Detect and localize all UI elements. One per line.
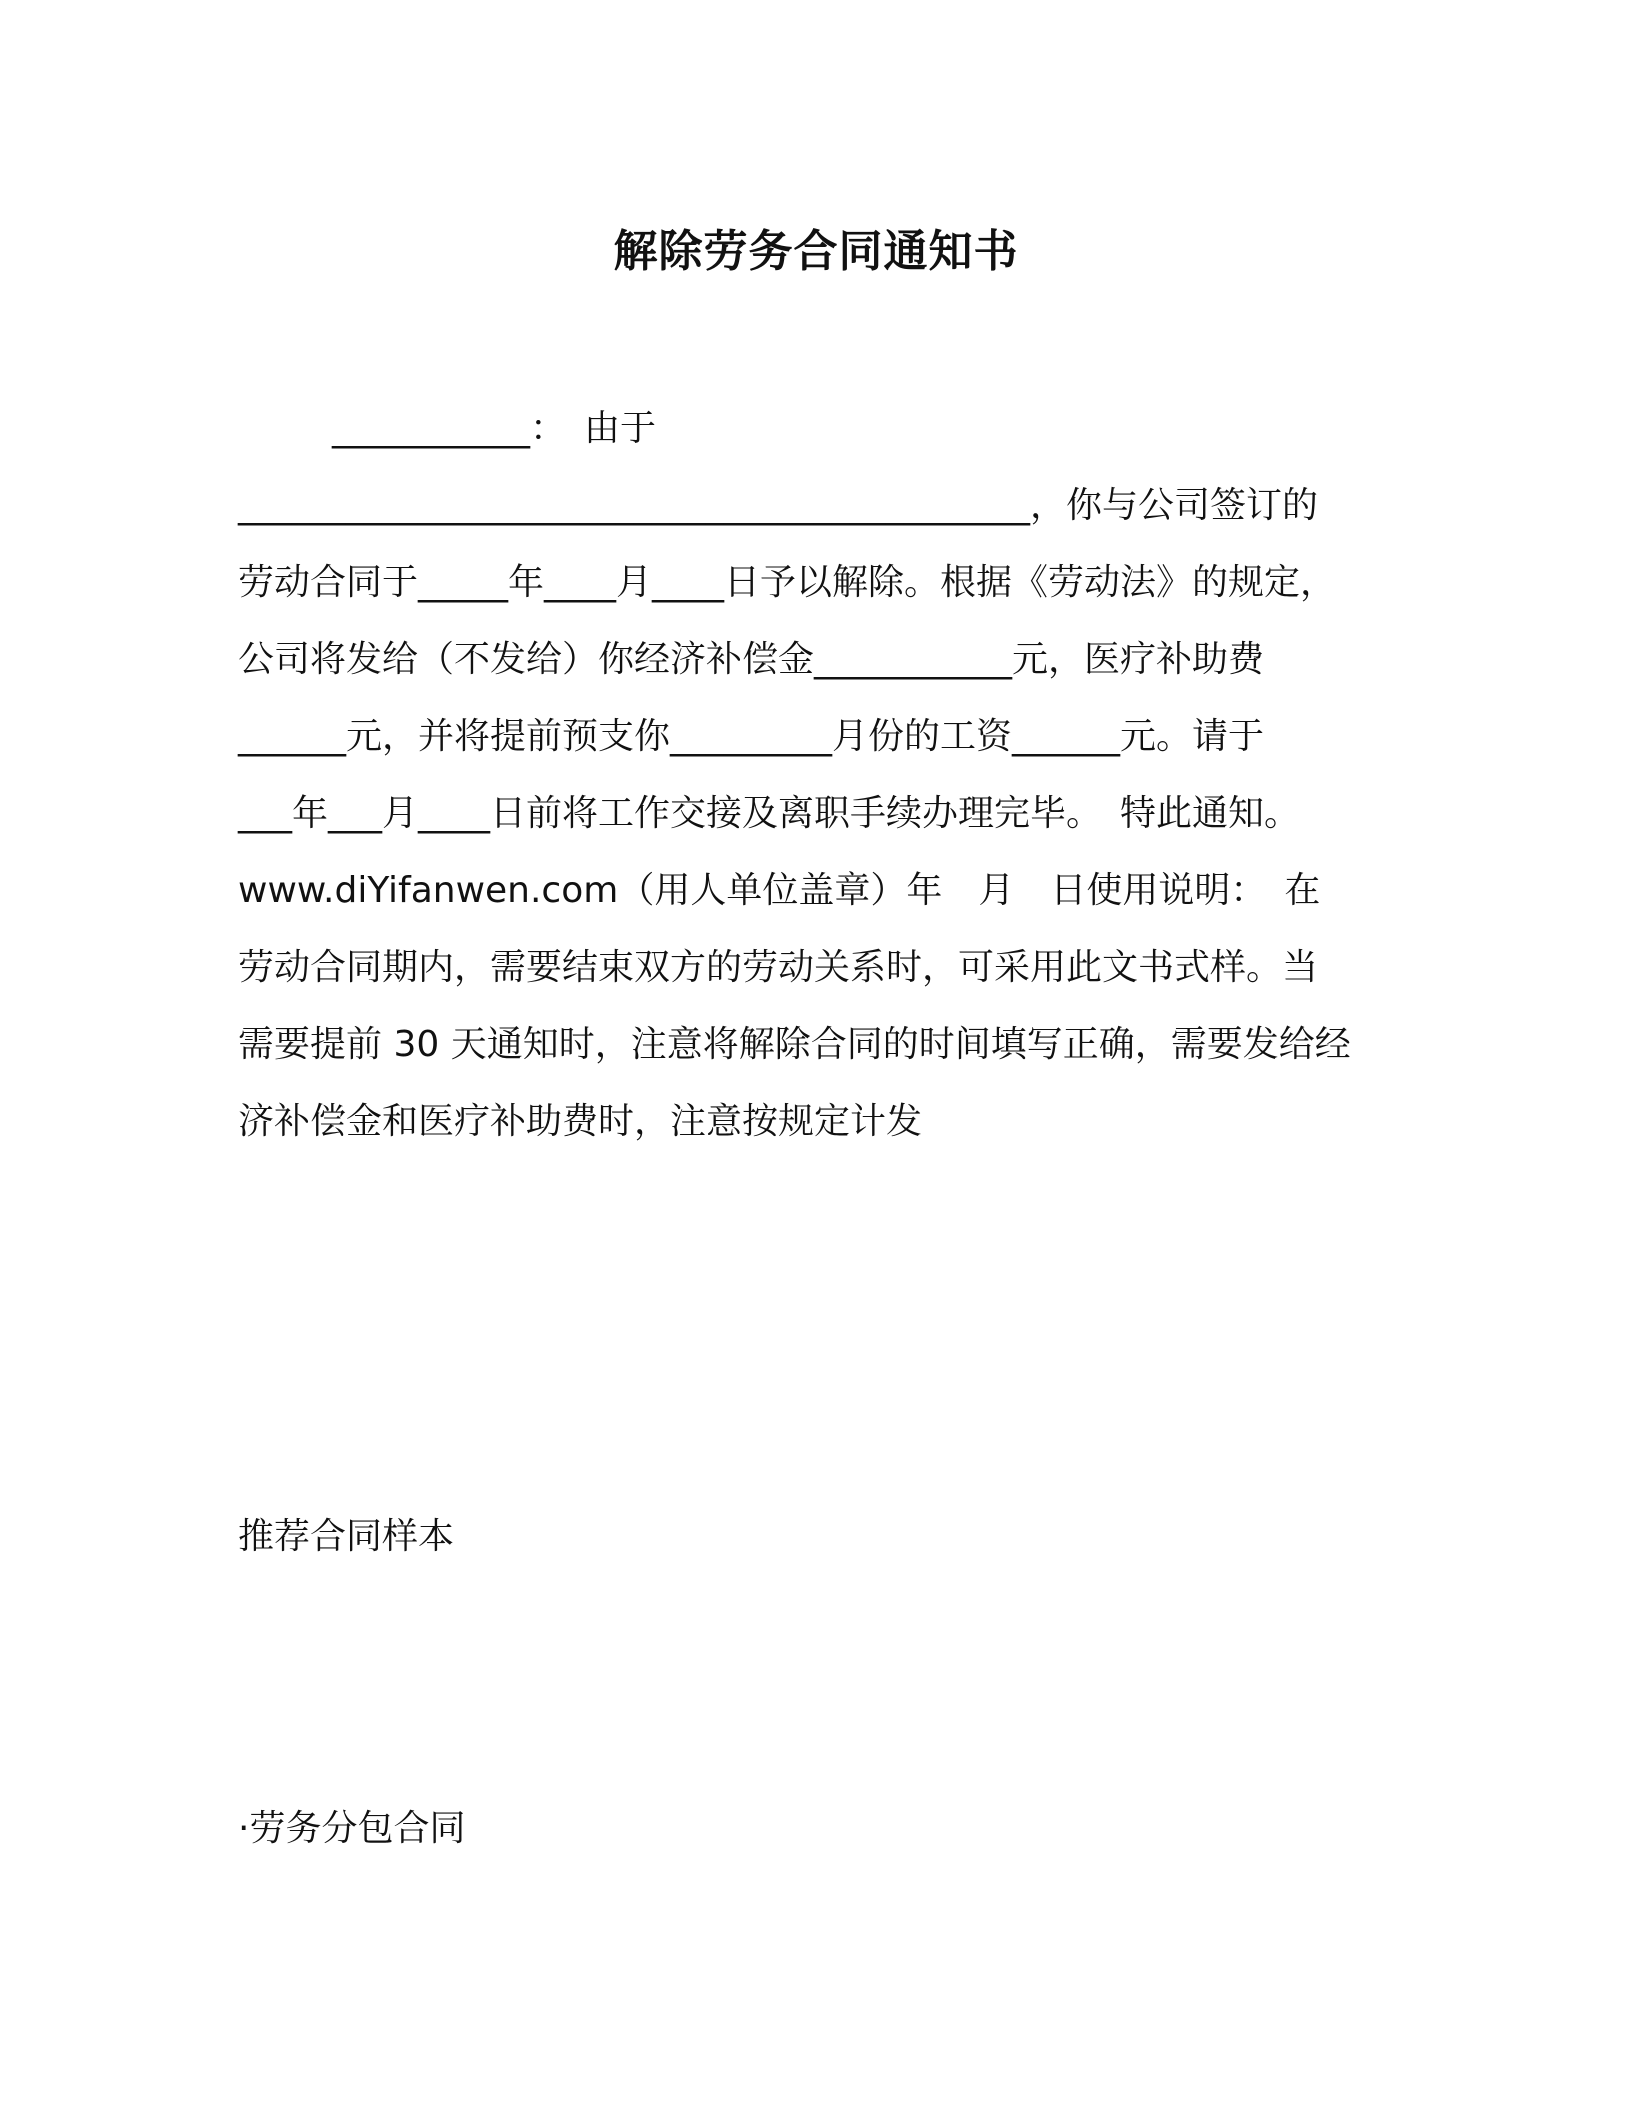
body-line-3: 劳动合同于_____年____月____日予以解除。根据《劳动法》的规定， <box>238 562 1337 603</box>
body-line-5: ______元，并将提前预支你_________月份的工资______元。请于 <box>238 716 1265 757</box>
notice-body <box>238 390 1388 1160</box>
document-title: 解除劳务合同通知书 <box>613 226 1019 277</box>
body-line-4: 公司将发给（不发给）你经济补偿金___________元，医疗补助费 <box>238 639 1265 680</box>
recommend-heading: 推荐合同样本 <box>238 1516 455 1557</box>
recommend-item-labor-subcontract[interactable]: ·劳务分包合同 <box>238 1808 466 1849</box>
body-line-8: 劳动合同期内，需要结束双方的劳动关系时，可采用此文书式样。当 <box>238 947 1319 988</box>
body-line-9: 需要提前 30 天通知时，注意将解除合同的时间填写正确，需要发给经 <box>238 1024 1351 1065</box>
body-line-6: ___年___月____日前将工作交接及离职手续办理完毕。 特此通知。 <box>238 793 1301 834</box>
body-line-2: ____________________________________________，你与公司签订的 <box>238 485 1319 526</box>
body-line-7: www.diYifanwen.com（用人单位盖章）年 月 日使用说明： 在 <box>238 870 1321 911</box>
body-line-1: ___________： 由于 <box>332 408 657 449</box>
body-line-10: 济补偿金和医疗补助费时，注意按规定计发 <box>238 1101 923 1142</box>
